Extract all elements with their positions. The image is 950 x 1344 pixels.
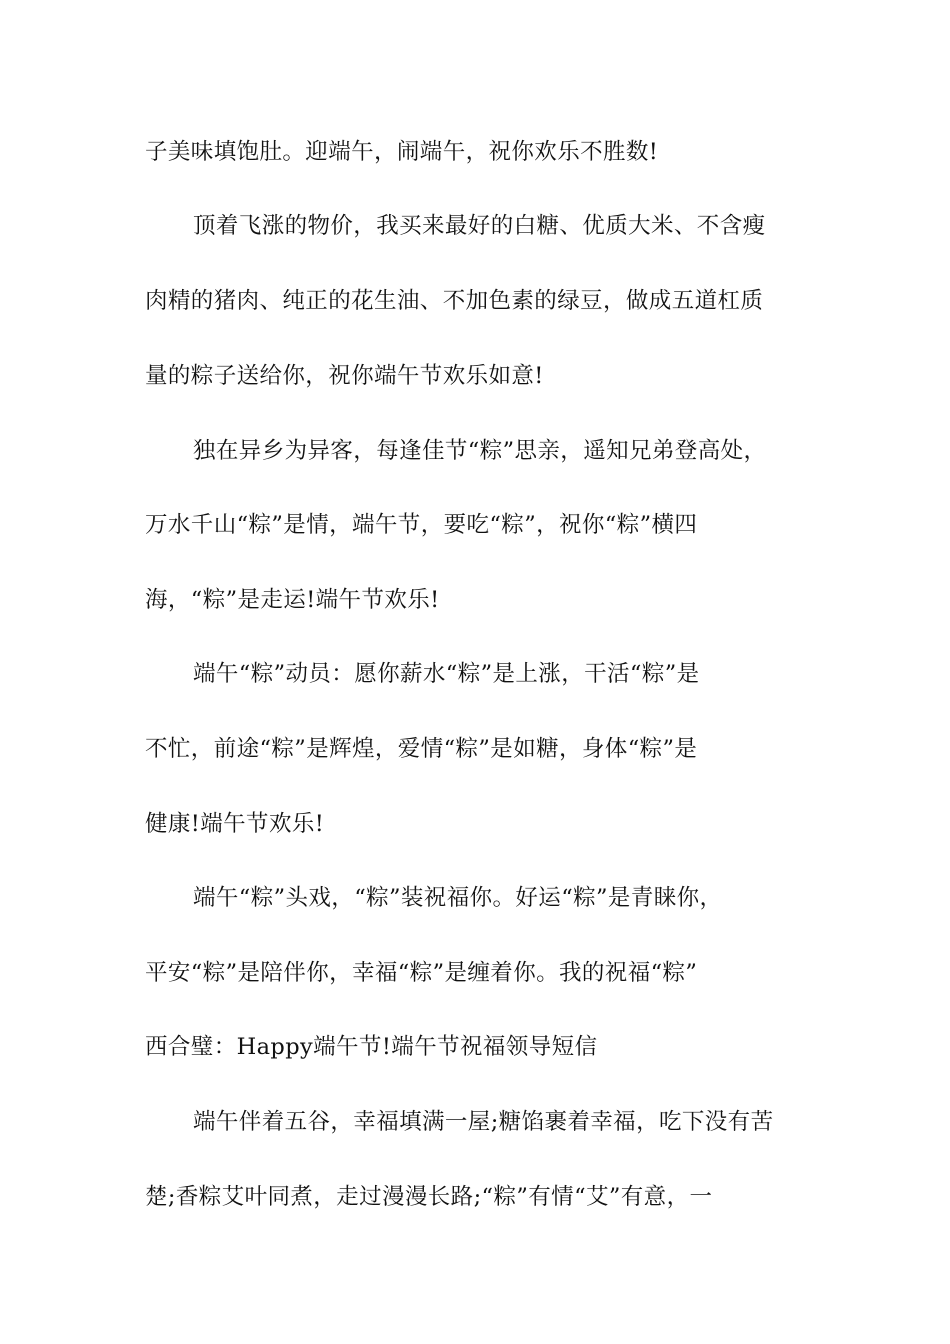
text-line: 健康!端午节欢乐! xyxy=(145,811,325,837)
paragraph-first-line: 端午“粽”头戏，“粽”装祝福你。好运“粽”是青睐你， xyxy=(193,885,723,911)
text-line: 子美味填饱肚。迎端午，闹端午，祝你欢乐不胜数! xyxy=(145,139,659,165)
paragraph-first-line: 独在异乡为异客，每逢佳节“粽”思亲，遥知兄弟登高处， xyxy=(193,438,767,464)
text-line: 量的粽子送给你，祝你端午节欢乐如意! xyxy=(145,363,544,389)
text-line: 不忙，前途“粽”是辉煌，爱情“粽”是如糖，身体“粽”是 xyxy=(145,736,698,762)
text-line: 万水千山“粽”是情，端午节，要吃“粽”，祝你“粽”横四 xyxy=(145,512,698,538)
text-line: 楚;香粽艾叶同煮，走过漫漫长路;“粽”有情“艾”有意，一 xyxy=(145,1184,713,1210)
paragraph-first-line: 顶着飞涨的物价，我买来最好的白糖、优质大米、不含瘦 xyxy=(193,213,766,239)
paragraph-first-line: 端午伴着五谷，幸福填满一屋;糖馅裹着幸福，吃下没有苦 xyxy=(193,1109,774,1135)
text-line: 西合璧：Happy端午节!端午节祝福领导短信 xyxy=(145,1034,598,1060)
paragraph-first-line: 端午“粽”动员：愿你薪水“粽”是上涨，干活“粽”是 xyxy=(193,661,700,687)
text-line: 平安“粽”是陪伴你，幸福“粽”是缠着你。我的祝福“粽” xyxy=(145,960,698,986)
text-line: 海，“粽”是走运!端午节欢乐! xyxy=(145,587,440,613)
text-line: 肉精的猪肉、纯正的花生油、不加色素的绿豆，做成五道杠质 xyxy=(145,288,764,314)
